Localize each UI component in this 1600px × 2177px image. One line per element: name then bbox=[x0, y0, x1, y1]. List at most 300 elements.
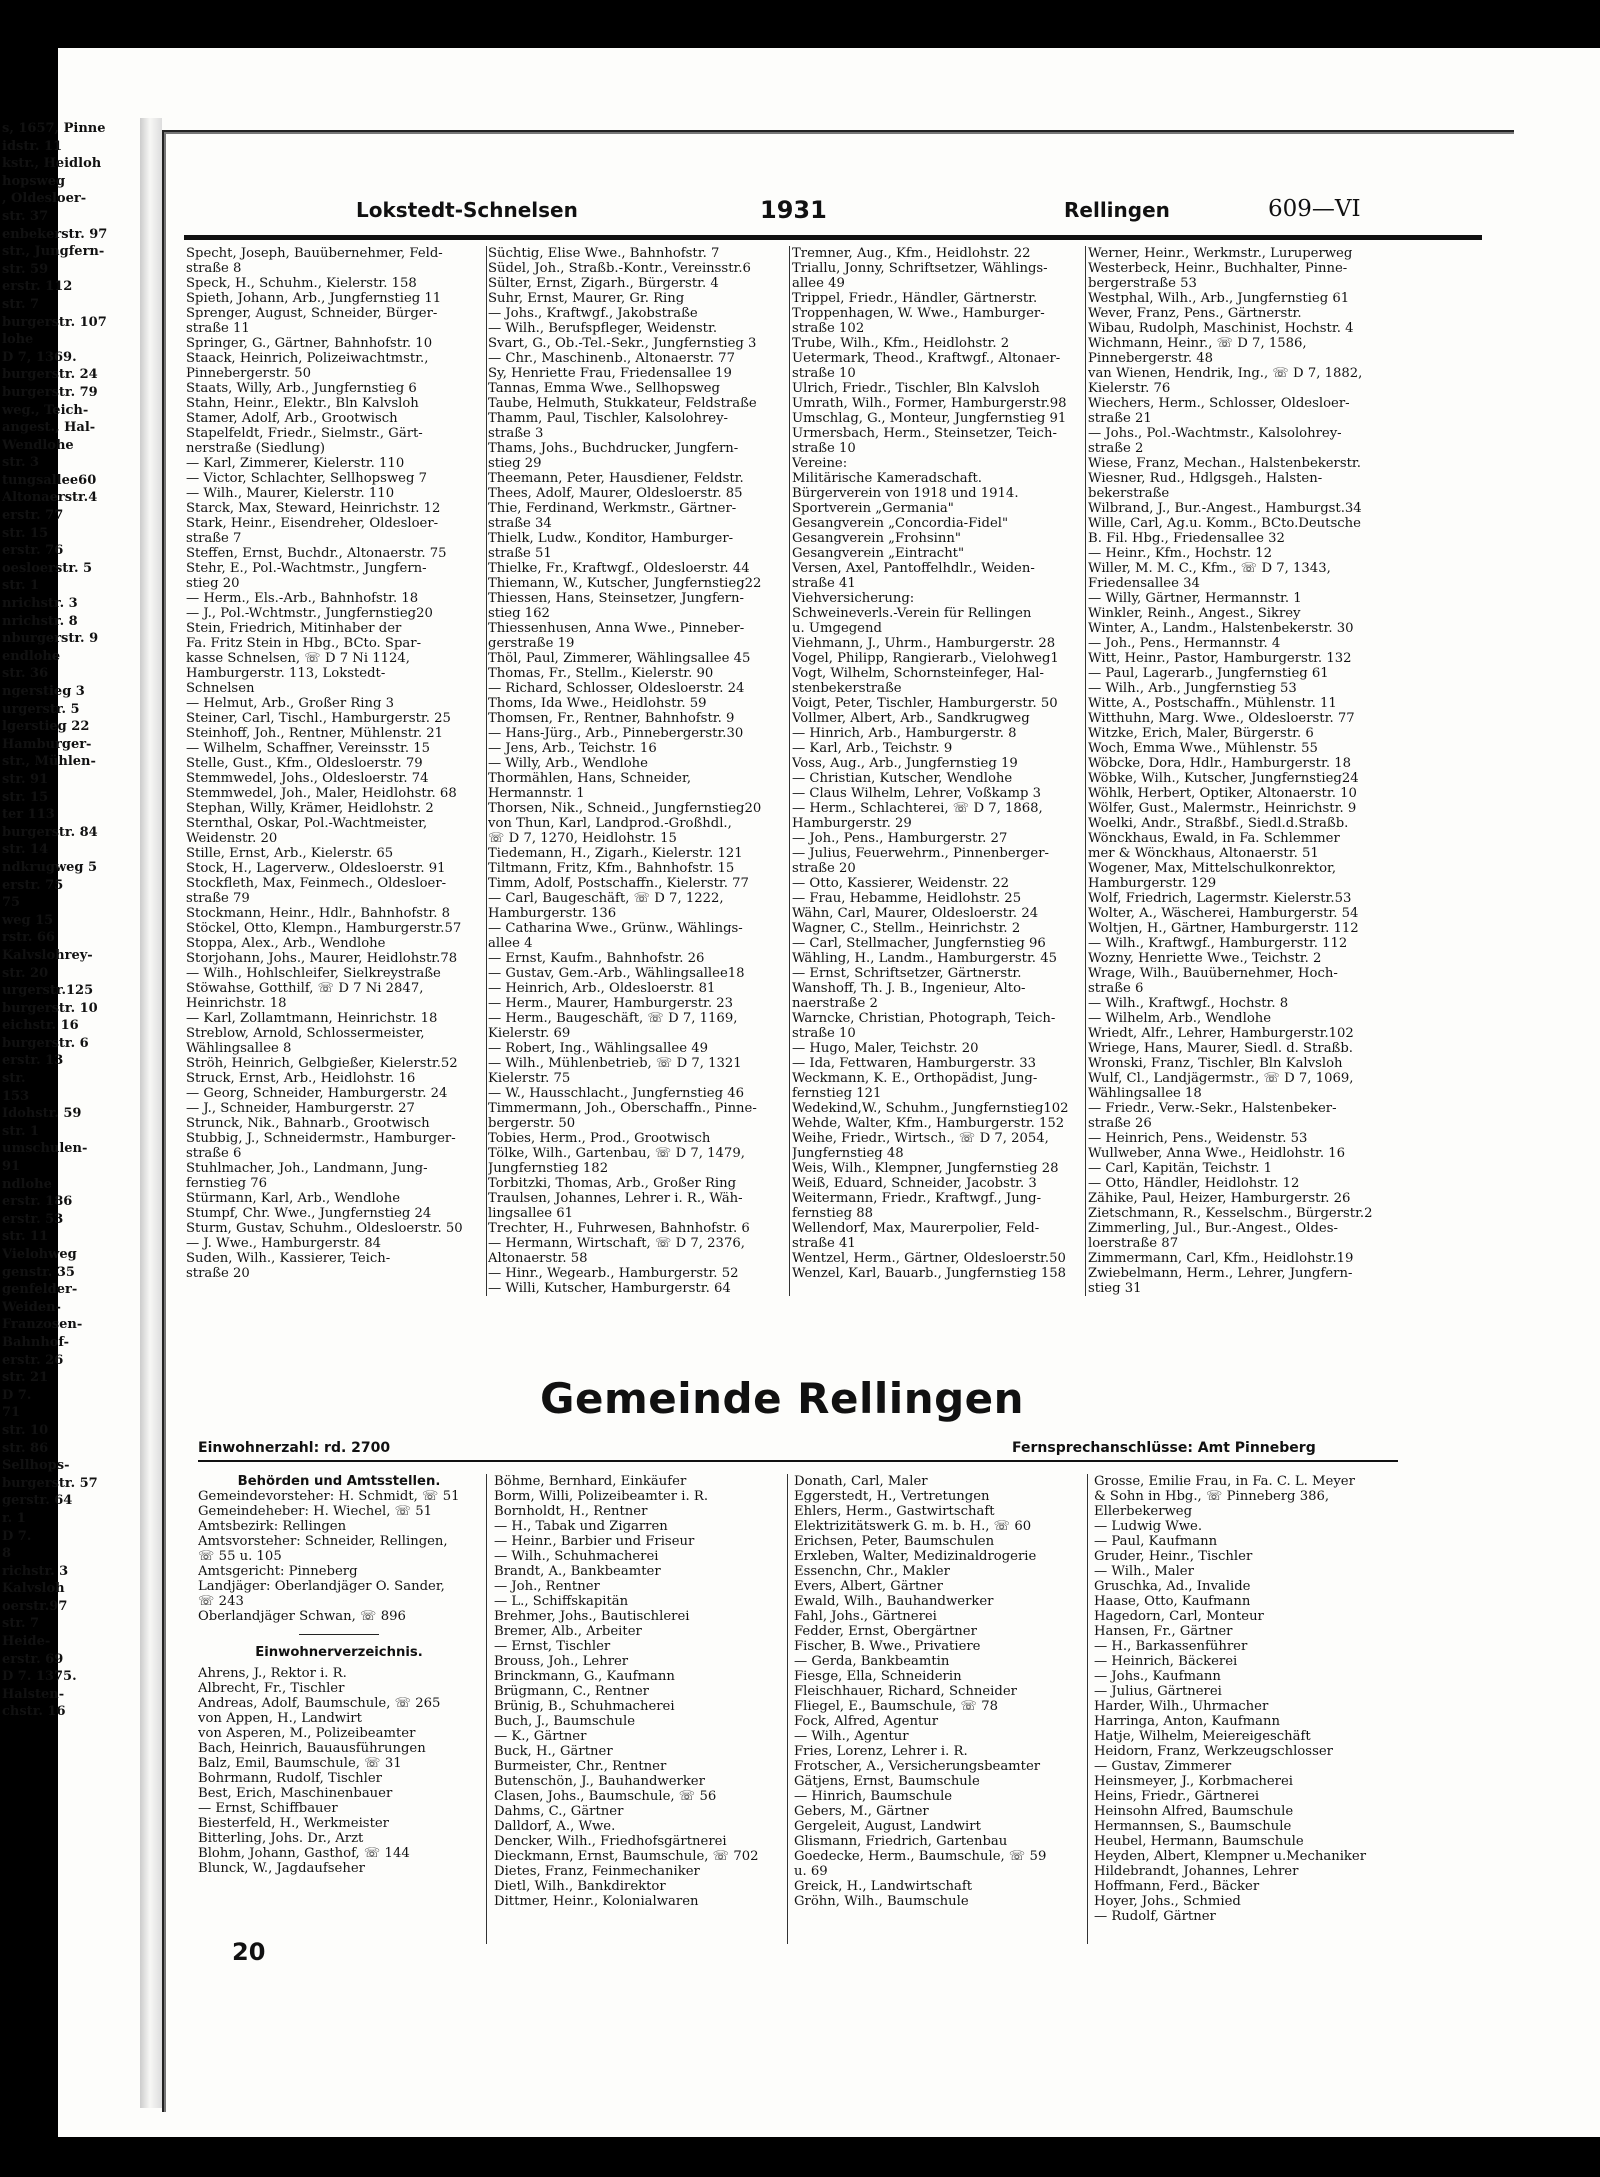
entry-line: Evers, Albert, Gärtner bbox=[794, 1579, 943, 1594]
entry-line: Stöwahse, Gotthilf, ☏ D 7 Ni 2847, bbox=[186, 981, 424, 996]
entry-line: Heide- bbox=[2, 1634, 51, 1650]
entry-line: r. 1 bbox=[2, 1510, 26, 1526]
entry-line: Springer, G., Gärtner, Bahnhofstr. 10 bbox=[186, 336, 433, 351]
entry-line: Voigt, Peter, Tischler, Hamburgerstr. 50 bbox=[792, 696, 1058, 711]
entry-line: eichstr. 16 bbox=[2, 1018, 79, 1034]
entry-line: Umschlag, G., Monteur, Jungfernstieg 91 bbox=[792, 411, 1067, 426]
entry-line: Wichmann, Heinr., ☏ D 7, 1586, bbox=[1088, 336, 1307, 351]
entry-line: Brandt, A., Bankbeamter bbox=[494, 1564, 661, 1579]
entry-line: stenbekerstraße bbox=[792, 681, 902, 696]
entry-line: Dietes, Franz, Feinmechaniker bbox=[494, 1864, 700, 1879]
entry-line: Woltjen, H., Gärtner, Hamburgerstr. 112 bbox=[1088, 921, 1359, 936]
entry-line: weg 15 bbox=[2, 912, 54, 928]
entry-line: Vogt, Wilhelm, Schornsteinfeger, Hal- bbox=[792, 666, 1044, 681]
entry-line: Stumpf, Chr. Wwe., Jungfernstieg 24 bbox=[186, 1206, 432, 1221]
entry-line: Dalldorf, A., Wwe. bbox=[494, 1819, 616, 1834]
entry-line: Kielerstr. 76 bbox=[1088, 381, 1171, 396]
entry-line: Brehmer, Johs., Bautischlerei bbox=[494, 1609, 690, 1624]
entry-line: — Paul, Kaufmann bbox=[1094, 1534, 1218, 1549]
entry-line: von Appen, H., Landwirt bbox=[198, 1711, 362, 1726]
entry-line: Thams, Johs., Buchdrucker, Jungfern- bbox=[488, 441, 739, 456]
entry-line: str. 3 bbox=[2, 455, 40, 471]
entry-line: Thoms, Ida Wwe., Heidlohstr. 59 bbox=[488, 696, 707, 711]
entry-line: Gesangverein „Frohsinn" bbox=[792, 531, 961, 546]
entry-line: — K., Gärtner bbox=[494, 1729, 587, 1744]
column-divider bbox=[486, 246, 487, 1296]
entry-line: Versen, Axel, Pantoffelhdlr., Weiden- bbox=[792, 561, 1035, 576]
entry-line: Werner, Heinr., Werkmstr., Luruperweg bbox=[1088, 246, 1353, 261]
entry-line: erstr. 112 bbox=[2, 279, 73, 295]
entry-line: Hamburgerstr. 136 bbox=[488, 906, 617, 921]
entry-line: straße 6 bbox=[1088, 981, 1144, 996]
entry-line: — Wilh., Maler bbox=[1094, 1564, 1194, 1579]
entry-line: — Chr., Maschinenb., Altonaerstr. 77 bbox=[488, 351, 735, 366]
entry-line: — Helmut, Arb., Großer Ring 3 bbox=[186, 696, 394, 711]
facing-page-fragment bbox=[0, 120, 140, 2110]
entry-line: Clasen, Johs., Baumschule, ☏ 56 bbox=[494, 1789, 717, 1804]
entry-line: Uetermark, Theod., Kraftwgf., Altonaer- bbox=[792, 351, 1061, 366]
entry-line: — Julius, Feuerwehrm., Pinnenberger- bbox=[792, 846, 1049, 861]
entry-line: Witzke, Erich, Maler, Bürgerstr. 6 bbox=[1088, 726, 1314, 741]
entry-line: stieg 20 bbox=[186, 576, 240, 591]
entry-line: — Ernst, Schiffbauer bbox=[198, 1801, 338, 1816]
entry-line: Hoffmann, Ferd., Bäcker bbox=[1094, 1879, 1260, 1894]
entry-line: Struck, Ernst, Arb., Heidlohstr. 16 bbox=[186, 1071, 416, 1086]
entry-line: lgerstieg 22 bbox=[2, 719, 90, 735]
entry-line: Wöbke, Wilh., Kutscher, Jungfernstieg24 bbox=[1088, 771, 1359, 786]
entry-line: Stapelfeldt, Friedr., Sielmstr., Gärt- bbox=[186, 426, 423, 441]
entry-line: — H., Barkassenführer bbox=[1094, 1639, 1248, 1654]
entry-line: Wähn, Carl, Maurer, Oldesloerstr. 24 bbox=[792, 906, 1039, 921]
entry-line: Suhr, Ernst, Maurer, Gr. Ring bbox=[488, 291, 685, 306]
entry-line: Westerbeck, Heinr., Buchhalter, Pinne- bbox=[1088, 261, 1348, 276]
entry-line: ☏ D 7, 1270, Heidlohstr. 15 bbox=[488, 831, 677, 846]
entry-line: — Wilh., Hohlschleifer, Sielkreystraße bbox=[186, 966, 441, 981]
entry-line: — Otto, Kassierer, Weidenstr. 22 bbox=[792, 876, 1010, 891]
directory-column-1 bbox=[186, 246, 486, 1281]
entry-line: Wendlohe bbox=[2, 437, 74, 453]
column-divider bbox=[787, 1474, 788, 1944]
entry-line: burgerstr. 24 bbox=[2, 367, 98, 383]
entry-line: straße 21 bbox=[1088, 411, 1152, 426]
entry-line: straße 102 bbox=[792, 321, 865, 336]
entry-line: — Wilh., Schuhmacherei bbox=[494, 1549, 659, 1564]
entry-line: — Paul, Lagerarb., Jungfernstieg 61 bbox=[1088, 666, 1329, 681]
entry-line: Hamburger- bbox=[2, 736, 92, 752]
entry-line: erstr. 69 bbox=[2, 1651, 64, 1667]
entry-line: D 7. 1375. bbox=[2, 1669, 77, 1685]
entry-line: str. 86 bbox=[2, 1440, 49, 1456]
entry-line: straße 20 bbox=[792, 861, 856, 876]
entry-line: Harder, Wilh., Uhrmacher bbox=[1094, 1699, 1269, 1714]
entry-line: Erichsen, Peter, Baumschulen bbox=[794, 1534, 995, 1549]
entry-line: straße 34 bbox=[488, 516, 552, 531]
entry-line: — H., Tabak und Zigarren bbox=[494, 1519, 668, 1534]
entry-line: Wever, Franz, Pens., Gärtnerstr. bbox=[1088, 306, 1302, 321]
entry-line: Tölke, Wilh., Gartenbau, ☏ D 7, 1479, bbox=[488, 1146, 745, 1161]
entry-line: Wentzel, Herm., Gärtner, Oldesloerstr.50 bbox=[792, 1251, 1066, 1266]
entry-line: 153 bbox=[2, 1088, 30, 1104]
entry-line: straße 10 bbox=[792, 441, 856, 456]
entry-line: — Otto, Händler, Heidlohstr. 12 bbox=[1088, 1176, 1300, 1191]
entry-line: — Herm., Schlachterei, ☏ D 7, 1868, bbox=[792, 801, 1043, 816]
entry-line: Strunck, Nik., Bahnarb., Grootwisch bbox=[186, 1116, 430, 1131]
entry-line: — Georg, Schneider, Hamburgerstr. 24 bbox=[186, 1086, 448, 1101]
entry-line: Thamm, Paul, Tischler, Kalsolohrey- bbox=[488, 411, 729, 426]
entry-line: Amtsbezirk: Rellingen bbox=[198, 1519, 347, 1534]
entry-line: Sternthal, Oskar, Pol.-Wachtmeister, bbox=[186, 816, 428, 831]
entry-line: straße 10 bbox=[792, 1026, 856, 1041]
entry-line: Bornholdt, H., Rentner bbox=[494, 1504, 648, 1519]
entry-line: — Johs., Pol.-Wachtmstr., Kalsolohrey- bbox=[1088, 426, 1342, 441]
entry-line: Wiesner, Rud., Hdlgsgeh., Halsten- bbox=[1088, 471, 1323, 486]
entry-line: Ewald, Wilh., Bauhandwerker bbox=[794, 1594, 994, 1609]
entry-line: Suden, Wilh., Kassierer, Teich- bbox=[186, 1251, 391, 1266]
entry-line: straße 8 bbox=[186, 261, 242, 276]
entry-line: Grosse, Emilie Frau, in Fa. C. L. Meyer bbox=[1094, 1474, 1355, 1489]
entry-line: Thöl, Paul, Zimmerer, Wählingsallee 45 bbox=[488, 651, 751, 666]
entry-line: Zimmermann, Carl, Kfm., Heidlohstr.19 bbox=[1088, 1251, 1354, 1266]
entry-line: straße 26 bbox=[1088, 1116, 1152, 1131]
entry-line: Donath, Carl, Maler bbox=[794, 1474, 928, 1489]
entry-line: Harringa, Anton, Kaufmann bbox=[1094, 1714, 1280, 1729]
entry-line: — Herm., Els.-Arb., Bahnhofstr. 18 bbox=[186, 591, 419, 606]
entry-line: — Hinr., Wegearb., Hamburgerstr. 52 bbox=[488, 1266, 739, 1281]
entry-line: Thomas, Fr., Stellm., Kielerstr. 90 bbox=[488, 666, 714, 681]
entry-line: Stöckel, Otto, Klempn., Hamburgerstr.57 bbox=[186, 921, 462, 936]
entry-line: Wagner, C., Stellm., Heinrichstr. 2 bbox=[792, 921, 1021, 936]
entry-line: Burmeister, Chr., Rentner bbox=[494, 1759, 667, 1774]
book-gutter bbox=[140, 118, 162, 2108]
entry-line: Thiessenhusen, Anna Wwe., Pinneber- bbox=[488, 621, 745, 636]
entry-line: von Asperen, M., Polizeibeamter bbox=[198, 1726, 416, 1741]
entry-line: — Catharina Wwe., Grünw., Wählings- bbox=[488, 921, 743, 936]
entry-line: ngerstieg 3 bbox=[2, 684, 85, 699]
column-divider bbox=[1085, 246, 1086, 1296]
entry-line: — Wilh., Kraftwgf., Hochstr. 8 bbox=[1088, 996, 1289, 1011]
entry-line: erstr. 76 bbox=[2, 543, 64, 559]
entry-line: Thiessen, Hans, Steinsetzer, Jungfern- bbox=[488, 591, 744, 606]
entry-line: straße 3 bbox=[488, 426, 544, 441]
entry-line: D 7. bbox=[2, 1528, 32, 1544]
entry-line: erstr. 26 bbox=[2, 1352, 64, 1368]
entry-line: Fries, Lorenz, Lehrer i. R. bbox=[794, 1744, 968, 1759]
entry-line: Tobies, Herm., Prod., Grootwisch bbox=[488, 1131, 711, 1146]
section-title: Gemeinde Rellingen bbox=[540, 1374, 1025, 1423]
entry-line: straße 7 bbox=[186, 531, 242, 546]
entry-line: Stein, Friedrich, Mitinhaber der bbox=[186, 621, 402, 636]
entry-line: Umrath, Wilh., Former, Hamburgerstr.98 bbox=[792, 396, 1067, 411]
residents-heading: Einwohnerverzeichnis. bbox=[255, 1645, 423, 1660]
entry-line: — Richard, Schlosser, Oldesloerstr. 24 bbox=[488, 681, 745, 696]
entry-line: Franzosen- bbox=[2, 1317, 83, 1333]
entry-line: Kalvslohrey- bbox=[2, 947, 93, 963]
entry-line: — Carl, Baugeschäft, ☏ D 7, 1222, bbox=[488, 891, 724, 906]
entry-line: Steiner, Carl, Tischl., Hamburgerstr. 25 bbox=[186, 711, 451, 726]
entry-line: Amtsgericht: Pinneberg bbox=[198, 1564, 358, 1579]
entry-line: — Gustav, Gem.-Arb., Wählingsallee18 bbox=[488, 966, 745, 981]
entry-line: Stemmwedel, Joh., Maler, Heidlohstr. 68 bbox=[186, 786, 457, 801]
entry-line: fernstieg 121 bbox=[792, 1086, 882, 1101]
entry-line: Weckmann, K. E., Orthopädist, Jung- bbox=[792, 1071, 1038, 1086]
divider-short bbox=[299, 1634, 379, 1635]
entry-line: Dencker, Wilh., Friedhofsgärtnerei bbox=[494, 1834, 727, 1849]
entry-line: — Gustav, Zimmerer bbox=[1094, 1759, 1232, 1774]
entry-line: Thorsen, Nik., Schneid., Jungfernstieg20 bbox=[488, 801, 762, 816]
entry-line: Stemmwedel, Johs., Oldesloerstr. 74 bbox=[186, 771, 429, 786]
entry-line: str. 1 bbox=[2, 1123, 40, 1139]
entry-line: gerstraße 19 bbox=[488, 636, 575, 651]
entry-line: stieg 162 bbox=[488, 606, 550, 621]
entry-line: Ellerbekerweg bbox=[1094, 1504, 1193, 1519]
entry-line: Wählingsallee 8 bbox=[186, 1041, 292, 1056]
entry-line: Heins, Friedr., Gärtnerei bbox=[1094, 1789, 1260, 1804]
entry-line: Dittmer, Heinr., Kolonialwaren bbox=[494, 1894, 699, 1909]
entry-line: Svart, G., Ob.-Tel.-Sekr., Jungfernstieg 3 bbox=[488, 336, 757, 351]
entry-line: allee 4 bbox=[488, 936, 533, 951]
entry-line: Stehr, E., Pol.-Wachtmstr., Jungfern- bbox=[186, 561, 427, 576]
entry-line: Buch, J., Baumschule bbox=[494, 1714, 635, 1729]
entry-line: oesloerstr. 5 bbox=[2, 560, 93, 576]
entry-line: Winkler, Reinh., Angest., Sikrey bbox=[1088, 606, 1301, 621]
entry-line: Landjäger: Oberlandjäger O. Sander, bbox=[198, 1579, 445, 1594]
entry-line: rstr. 66 bbox=[2, 930, 55, 946]
directory-column-2 bbox=[488, 246, 790, 1296]
entry-line: burgerstr. 79 bbox=[2, 384, 98, 400]
entry-line: str. 37 bbox=[2, 208, 49, 224]
rellingen-column-1 bbox=[198, 1474, 480, 1876]
entry-line: Erxleben, Walter, Medizinaldrogerie bbox=[794, 1549, 1037, 1564]
entry-line: — Karl, Zollamtmann, Heinrichstr. 18 bbox=[186, 1011, 438, 1026]
entry-line: — Johs., Kraftwgf., Jakobstraße bbox=[488, 306, 698, 321]
entry-line: Sturm, Gustav, Schuhm., Oldesloerstr. 50 bbox=[186, 1221, 463, 1236]
entry-line: str. 91 bbox=[2, 771, 49, 787]
entry-line: — Frau, Hebamme, Heidlohstr. 25 bbox=[792, 891, 1022, 906]
entry-line: Gesangverein „Concordia-Fidel" bbox=[792, 516, 1009, 531]
entry-line: Stille, Ernst, Arb., Kielerstr. 65 bbox=[186, 846, 394, 861]
entry-line: Hansen, Fr., Gärtner bbox=[1094, 1624, 1233, 1639]
entry-line: genstr. 35 bbox=[2, 1264, 75, 1280]
entry-line: Viehmann, J., Uhrm., Hamburgerstr. 28 bbox=[792, 636, 1056, 651]
entry-line: — Jens, Arb., Teichstr. 16 bbox=[488, 741, 657, 756]
entry-line: Heyden, Albert, Klempner u.Mechaniker bbox=[1094, 1849, 1367, 1864]
entry-line: str. 36 bbox=[2, 666, 49, 682]
entry-line: Weis, Wilh., Klempner, Jungfernstieg 28 bbox=[792, 1161, 1059, 1176]
entry-line: Westphal, Wilh., Arb., Jungfernstieg 61 bbox=[1088, 291, 1350, 306]
entry-line: Staack, Heinrich, Polizeiwachtmstr., bbox=[186, 351, 429, 366]
entry-line: Hildebrandt, Johannes, Lehrer bbox=[1094, 1864, 1299, 1879]
entry-line: Vereine: bbox=[792, 456, 848, 471]
entry-line: naerstraße 2 bbox=[792, 996, 878, 1011]
entry-line: str. 1 bbox=[2, 578, 40, 594]
entry-line: — Robert, Ing., Wählingsallee 49 bbox=[488, 1041, 708, 1056]
entry-line: Fedder, Ernst, Obergärtner bbox=[794, 1624, 977, 1639]
entry-line: — Herm., Baugeschäft, ☏ D 7, 1169, bbox=[488, 1011, 738, 1026]
entry-line: Dietl, Wilh., Bankdirektor bbox=[494, 1879, 666, 1894]
entry-line: — Wilh., Arb., Jungfernstieg 53 bbox=[1088, 681, 1297, 696]
entry-line: Militärische Kameradschaft. bbox=[792, 471, 982, 486]
entry-line: str., Mühlen- bbox=[2, 754, 96, 770]
entry-line: — Wilh., Agentur bbox=[794, 1729, 909, 1744]
entry-line: Blohm, Johann, Gasthof, ☏ 144 bbox=[198, 1846, 410, 1861]
entry-line: Willer, M. M. C., Kfm., ☏ D 7, 1343, bbox=[1088, 561, 1331, 576]
entry-line: Streblow, Arnold, Schlossermeister, bbox=[186, 1026, 425, 1041]
header-place: Rellingen bbox=[1064, 198, 1170, 222]
entry-line: Jungfernstieg 182 bbox=[488, 1161, 609, 1176]
entry-line: erstr. 53 bbox=[2, 1211, 64, 1227]
entry-line: burgerstr. 84 bbox=[2, 824, 98, 840]
entry-line: Stuhlmacher, Joh., Landmann, Jung- bbox=[186, 1161, 428, 1176]
entry-line: Tremner, Aug., Kfm., Heidlohstr. 22 bbox=[792, 246, 1031, 261]
authorities-heading: Behörden und Amtsstellen. bbox=[237, 1474, 441, 1489]
entry-line: Staats, Willy, Arb., Jungfernstieg 6 bbox=[186, 381, 417, 396]
entry-line: stieg 29 bbox=[488, 456, 542, 471]
entry-line: Wulf, Cl., Landjägermstr., ☏ D 7, 1069, bbox=[1088, 1071, 1354, 1086]
rellingen-column-4 bbox=[1094, 1474, 1394, 1924]
entry-line: Brouss, Joh., Lehrer bbox=[494, 1654, 629, 1669]
entry-line: burgerstr. 107 bbox=[2, 314, 107, 330]
entry-line: richstr. 3 bbox=[2, 1563, 69, 1579]
entry-line: Thees, Adolf, Maurer, Oldesloerstr. 85 bbox=[488, 486, 743, 501]
entry-line: — Hermann, Wirtschaft, ☏ D 7, 2376, bbox=[488, 1236, 745, 1251]
entry-line: Stockmann, Heinr., Hdlr., Bahnhofstr. 8 bbox=[186, 906, 450, 921]
entry-line: — Heinr., Barbier und Friseur bbox=[494, 1534, 695, 1549]
entry-line: tungsallee60 bbox=[2, 472, 97, 488]
entry-line: burgerstr. 6 bbox=[2, 1035, 89, 1051]
entry-line: Zähike, Paul, Heizer, Hamburgerstr. 26 bbox=[1088, 1191, 1351, 1206]
entry-line: urgerstr. 5 bbox=[2, 701, 80, 717]
entry-line: Hamburgerstr. 129 bbox=[1088, 876, 1217, 891]
entry-line: Wanshoff, Th. J. B., Ingenieur, Alto- bbox=[792, 981, 1026, 996]
entry-line: Dieckmann, Ernst, Baumschule, ☏ 702 bbox=[494, 1849, 759, 1864]
entry-line: — J., Pol.-Wchtmstr., Jungfernstieg20 bbox=[186, 606, 433, 621]
entry-line: straße 79 bbox=[186, 891, 250, 906]
column-divider bbox=[789, 246, 790, 1296]
entry-line: — Rudolf, Gärtner bbox=[1094, 1909, 1216, 1924]
entry-line: Bürgerverein von 1918 und 1914. bbox=[792, 486, 1019, 501]
entry-line: Theemann, Peter, Hausdiener, Feldstr. bbox=[488, 471, 744, 486]
entry-line: bergerstr. 50 bbox=[488, 1116, 576, 1131]
entry-line: Voss, Aug., Arb., Jungfernstieg 19 bbox=[792, 756, 1018, 771]
entry-line: Borm, Willi, Polizeibeamter i. R. bbox=[494, 1489, 709, 1504]
entry-line: Wählingsallee 18 bbox=[1088, 1086, 1202, 1101]
directory-column-3 bbox=[792, 246, 1086, 1281]
entry-line: enbekerstr. 97 bbox=[2, 226, 108, 242]
entry-line: str. 15 bbox=[2, 789, 49, 805]
entry-line: — Heinr., Kfm., Hochstr. 12 bbox=[1088, 546, 1273, 561]
entry-line: urgerstr.125 bbox=[2, 983, 94, 999]
entry-line: van Wienen, Hendrik, Ing., ☏ D 7, 1882, bbox=[1088, 366, 1363, 381]
entry-line: 75 bbox=[2, 895, 21, 911]
entry-line: Hamburgerstr. 29 bbox=[792, 816, 912, 831]
entry-line: Storjohann, Johs., Maurer, Heidlohstr.78 bbox=[186, 951, 458, 966]
entry-line: Buck, H., Gärtner bbox=[494, 1744, 613, 1759]
entry-line: Wedekind,W., Schuhm., Jungfernstieg102 bbox=[792, 1101, 1069, 1116]
entry-line: stieg 31 bbox=[1088, 1281, 1142, 1296]
entry-line: Idohstr. 59 bbox=[2, 1106, 82, 1122]
entry-line: Fleischhauer, Richard, Schneider bbox=[794, 1684, 1017, 1699]
entry-line: Sprenger, August, Schneider, Bürger- bbox=[186, 306, 438, 321]
entry-line: Gesangverein „Eintracht" bbox=[792, 546, 965, 561]
entry-line: Wrage, Wilh., Bauübernehmer, Hoch- bbox=[1088, 966, 1338, 981]
entry-line: s, 1657, Pinne bbox=[2, 121, 106, 136]
entry-line: — Heinrich, Bäckerei bbox=[1094, 1654, 1238, 1669]
entry-line: erstr. 13 bbox=[2, 1053, 64, 1069]
entry-line: Steffen, Ernst, Buchdr., Altonaerstr. 75 bbox=[186, 546, 447, 561]
entry-line: Dahms, C., Gärtner bbox=[494, 1804, 624, 1819]
entry-line: burgerstr. 57 bbox=[2, 1475, 98, 1491]
entry-line: Essenchn, Chr., Makler bbox=[794, 1564, 950, 1579]
entry-line: Wronski, Franz, Tischler, Bln Kalvsloh bbox=[1088, 1056, 1343, 1071]
entry-line: Thie, Ferdinand, Werkmstr., Gärtner- bbox=[488, 501, 737, 516]
entry-line: Zwiebelmann, Herm., Lehrer, Jungfern- bbox=[1088, 1266, 1353, 1281]
entry-line: — L., Schiffskapitän bbox=[494, 1594, 629, 1609]
entry-line: — Joh., Pens., Hamburgerstr. 27 bbox=[792, 831, 1008, 846]
entry-line: Brünig, B., Schuhmacherei bbox=[494, 1699, 675, 1714]
scan-border-top bbox=[0, 0, 1600, 48]
entry-line: Jungfernstieg 48 bbox=[792, 1146, 904, 1161]
entry-line: Fock, Alfred, Agentur bbox=[794, 1714, 939, 1729]
entry-line: Stamer, Adolf, Arb., Grootwisch bbox=[186, 411, 398, 426]
entry-line: Wozny, Henriette Wwe., Teichstr. 2 bbox=[1088, 951, 1322, 966]
entry-line: bergerstraße 53 bbox=[1088, 276, 1197, 291]
entry-line: Specht, Joseph, Bauübernehmer, Feld- bbox=[186, 246, 443, 261]
entry-line: Ehlers, Herm., Gastwirtschaft bbox=[794, 1504, 995, 1519]
entry-line: nerstraße (Siedlung) bbox=[186, 441, 326, 456]
entry-line: Altonaerstr.4 bbox=[2, 490, 98, 506]
entry-line: u. Umgegend bbox=[792, 621, 882, 636]
entry-line: Friedensallee 34 bbox=[1088, 576, 1200, 591]
entry-line: — Claus Wilhelm, Lehrer, Voßkamp 3 bbox=[792, 786, 1042, 801]
entry-line: Thomsen, Fr., Rentner, Bahnhofstr. 9 bbox=[488, 711, 735, 726]
entry-line: Weihe, Friedr., Wirtsch., ☏ D 7, 2054, bbox=[792, 1131, 1049, 1146]
entry-line: nrichstr. 8 bbox=[2, 613, 78, 629]
entry-line: Triallu, Jonny, Schriftsetzer, Wählings- bbox=[792, 261, 1048, 276]
entry-line: — Ernst, Kaufm., Bahnhofstr. 26 bbox=[488, 951, 705, 966]
entry-line: — Wilh., Maurer, Kielerstr. 110 bbox=[186, 486, 395, 501]
entry-line: Vollmer, Albert, Arb., Sandkrugweg bbox=[792, 711, 1030, 726]
entry-line: — Friedr., Verw.-Sekr., Halstenbeker- bbox=[1088, 1101, 1337, 1116]
entry-line: — Willy, Gärtner, Hermannstr. 1 bbox=[1088, 591, 1302, 606]
entry-line: — Joh., Rentner bbox=[494, 1579, 600, 1594]
entry-line: lohe bbox=[2, 332, 34, 348]
entry-line: Gätjens, Ernst, Baumschule bbox=[794, 1774, 980, 1789]
entry-line: Goedecke, Herm., Baumschule, ☏ 59 bbox=[794, 1849, 1047, 1864]
entry-line: — Ernst, Schriftsetzer, Gärtnerstr. bbox=[792, 966, 1022, 981]
entry-line: Kalvsloh bbox=[2, 1581, 65, 1597]
entry-line: Weiden- bbox=[2, 1299, 61, 1315]
entry-line: Brinckmann, G., Kaufmann bbox=[494, 1669, 675, 1684]
entry-line: Fiesge, Ella, Schneiderin bbox=[794, 1669, 962, 1684]
entry-line: straße 41 bbox=[792, 1236, 856, 1251]
entry-line: Stephan, Willy, Krämer, Heidlohstr. 2 bbox=[186, 801, 434, 816]
entry-line: nburgerstr. 9 bbox=[2, 631, 99, 647]
entry-line: — Gerda, Bankbeamtin bbox=[794, 1654, 950, 1669]
entry-line: — Joh., Pens., Hermannstr. 4 bbox=[1088, 636, 1281, 651]
entry-line: — Ida, Fettwaren, Hamburgerstr. 33 bbox=[792, 1056, 1036, 1071]
entry-line: str. 10 bbox=[2, 1422, 49, 1438]
entry-line: Fahl, Johs., Gärtnerei bbox=[794, 1609, 937, 1624]
entry-line: Sy, Henriette Frau, Friedensallee 19 bbox=[488, 366, 732, 381]
entry-line: — Johs., Kaufmann bbox=[1094, 1669, 1221, 1684]
entry-line: Timm, Adolf, Postschaffn., Kielerstr. 77 bbox=[488, 876, 749, 891]
entry-line: Wogener, Max, Mittelschulkonrektor, bbox=[1088, 861, 1337, 876]
page-number: 20 bbox=[232, 1938, 266, 1966]
entry-line: str. 59 bbox=[2, 261, 49, 277]
entry-line: — Wilh., Mühlenbetrieb, ☏ D 7, 1321 bbox=[488, 1056, 742, 1071]
entry-line: straße 6 bbox=[186, 1146, 242, 1161]
entry-line: str. 14 bbox=[2, 842, 49, 858]
